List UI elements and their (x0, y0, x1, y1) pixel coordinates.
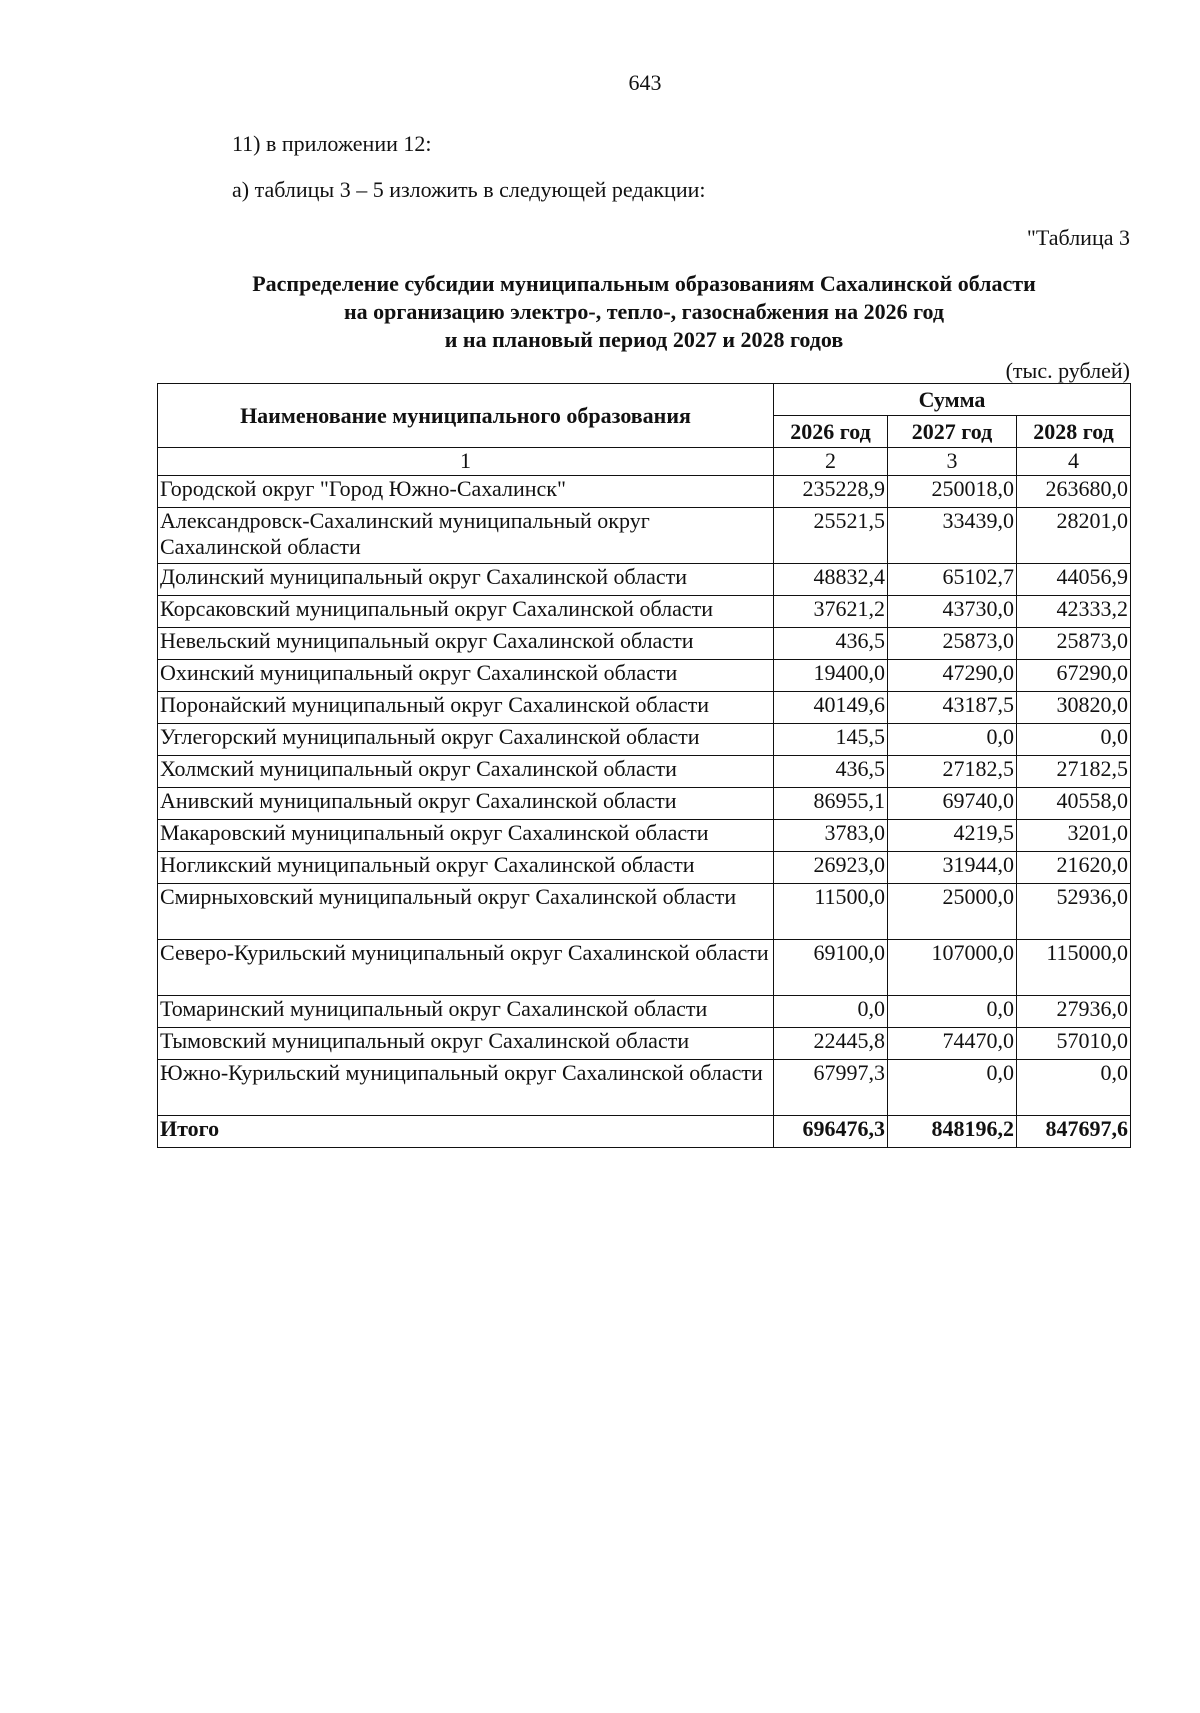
header-year-2028: 2028 год (1017, 416, 1131, 448)
col-number-4: 4 (1017, 448, 1131, 476)
table-row (158, 628, 1131, 660)
row-value-2026: 69100,0 (774, 940, 888, 996)
row-value-2027: 43730,0 (888, 596, 1017, 628)
row-value-2028: 40558,0 (1017, 788, 1131, 820)
row-value-2028: 3201,0 (1017, 820, 1131, 852)
table-row (158, 940, 1131, 996)
row-value-2027: 74470,0 (888, 1028, 1017, 1060)
table-row (158, 852, 1131, 884)
row-value-2026: 22445,8 (774, 1028, 888, 1060)
row-value-2026: 436,5 (774, 756, 888, 788)
row-value-2027: 31944,0 (888, 852, 1017, 884)
page-number: 643 (628, 70, 662, 95)
table-row (158, 724, 1131, 756)
row-value-2026: 235228,9 (774, 476, 888, 508)
row-value-2028: 28201,0 (1017, 508, 1131, 564)
row-value-2027: 0,0 (888, 724, 1017, 756)
row-value-2027: 25000,0 (888, 884, 1017, 940)
table-label: "Таблица 3 (1026, 225, 1130, 250)
row-value-2026: 86955,1 (774, 788, 888, 820)
table-row (158, 508, 1131, 564)
row-value-2026: 48832,4 (774, 564, 888, 596)
total-value-2026: 696476,3 (774, 1116, 888, 1148)
row-name: Корсаковский муниципальный округ Сахалинской области (158, 596, 774, 628)
row-value-2026: 67997,3 (774, 1060, 888, 1116)
table-row (158, 996, 1131, 1028)
table-header (158, 384, 1131, 476)
table-row (158, 476, 1131, 508)
row-name: Макаровский муниципальный округ Сахалинской области (158, 820, 774, 852)
row-value-2028: 44056,9 (1017, 564, 1131, 596)
table-total-row (158, 1116, 1131, 1148)
header-sum: Сумма (774, 384, 1131, 416)
row-name: Ногликский муниципальный округ Сахалинской области (158, 852, 774, 884)
row-name: Невельский муниципальный округ Сахалинской области (158, 628, 774, 660)
col-number-3: 3 (888, 448, 1017, 476)
paragraph-item: 11) в приложении 12: (232, 131, 432, 156)
table-row (158, 692, 1131, 724)
table-row (158, 1028, 1131, 1060)
row-value-2027: 43187,5 (888, 692, 1017, 724)
row-name: Томаринский муниципальный округ Сахалинской области (158, 996, 774, 1028)
row-value-2028: 0,0 (1017, 1060, 1131, 1116)
row-value-2027: 69740,0 (888, 788, 1017, 820)
table-row (158, 788, 1131, 820)
row-value-2026: 436,5 (774, 628, 888, 660)
table-title-line-2: на организацию электро-, тепло-, газоснабжения на 2026 год (343, 299, 945, 324)
row-value-2028: 52936,0 (1017, 884, 1131, 940)
header-year-2027: 2027 год (888, 416, 1017, 448)
row-value-2026: 11500,0 (774, 884, 888, 940)
row-name: Александровск-Сахалинский муниципальный округ Сахалинской области (158, 508, 774, 564)
table-title-line-1: Распределение субсидии муниципальным образованиям Сахалинской области (252, 271, 1036, 296)
row-value-2027: 25873,0 (888, 628, 1017, 660)
row-value-2027: 4219,5 (888, 820, 1017, 852)
row-value-2028: 67290,0 (1017, 660, 1131, 692)
row-value-2028: 263680,0 (1017, 476, 1131, 508)
row-name: Южно-Курильский муниципальный округ Сахалинской области (158, 1060, 774, 1116)
table-row (158, 596, 1131, 628)
header-name: Наименование муниципального образования (158, 384, 774, 448)
row-name: Поронайский муниципальный округ Сахалинской области (158, 692, 774, 724)
row-name: Анивский муниципальный округ Сахалинской области (158, 788, 774, 820)
total-value-2028: 847697,6 (1017, 1116, 1131, 1148)
units-note: (тыс. рублей) (1005, 358, 1130, 383)
row-value-2028: 27182,5 (1017, 756, 1131, 788)
row-value-2026: 0,0 (774, 996, 888, 1028)
row-value-2026: 40149,6 (774, 692, 888, 724)
row-value-2027: 107000,0 (888, 940, 1017, 996)
table-row (158, 1060, 1131, 1116)
table-row (158, 756, 1131, 788)
row-value-2027: 0,0 (888, 1060, 1017, 1116)
row-value-2028: 42333,2 (1017, 596, 1131, 628)
row-name: Холмский муниципальный округ Сахалинской области (158, 756, 774, 788)
table-title-line-3: и на плановый период 2027 и 2028 годов (444, 327, 844, 352)
row-name: Смирныховский муниципальный округ Сахалинской области (158, 884, 774, 940)
row-name: Северо-Курильский муниципальный округ Сахалинской области (158, 940, 774, 996)
row-value-2026: 37621,2 (774, 596, 888, 628)
row-value-2027: 65102,7 (888, 564, 1017, 596)
row-value-2028: 0,0 (1017, 724, 1131, 756)
row-value-2028: 25873,0 (1017, 628, 1131, 660)
table-row (158, 660, 1131, 692)
row-value-2028: 21620,0 (1017, 852, 1131, 884)
row-value-2026: 3783,0 (774, 820, 888, 852)
total-value-2027: 848196,2 (888, 1116, 1017, 1148)
row-value-2026: 145,5 (774, 724, 888, 756)
row-value-2026: 26923,0 (774, 852, 888, 884)
row-name: Охинский муниципальный округ Сахалинской области (158, 660, 774, 692)
row-value-2026: 19400,0 (774, 660, 888, 692)
row-name: Долинский муниципальный округ Сахалинской области (158, 564, 774, 596)
row-value-2027: 0,0 (888, 996, 1017, 1028)
row-value-2028: 27936,0 (1017, 996, 1131, 1028)
header-year-2026: 2026 год (774, 416, 888, 448)
total-label: Итого (158, 1116, 774, 1148)
table-row (158, 820, 1131, 852)
col-number-1: 1 (158, 448, 774, 476)
row-name: Тымовский муниципальный округ Сахалинской области (158, 1028, 774, 1060)
table-row (158, 884, 1131, 940)
row-value-2028: 30820,0 (1017, 692, 1131, 724)
row-value-2028: 115000,0 (1017, 940, 1131, 996)
subsidy-table (157, 383, 1131, 1148)
row-value-2027: 27182,5 (888, 756, 1017, 788)
row-value-2026: 25521,5 (774, 508, 888, 564)
row-value-2027: 47290,0 (888, 660, 1017, 692)
row-value-2028: 57010,0 (1017, 1028, 1131, 1060)
row-name: Углегорский муниципальный округ Сахалинской области (158, 724, 774, 756)
col-number-2: 2 (774, 448, 888, 476)
table-title (158, 270, 1130, 354)
paragraph-subitem: а) таблицы 3 – 5 изложить в следующей редакции: (232, 177, 706, 202)
table-row (158, 564, 1131, 596)
row-value-2027: 33439,0 (888, 508, 1017, 564)
row-value-2027: 250018,0 (888, 476, 1017, 508)
row-name: Городской округ "Город Южно-Сахалинск" (158, 476, 774, 508)
